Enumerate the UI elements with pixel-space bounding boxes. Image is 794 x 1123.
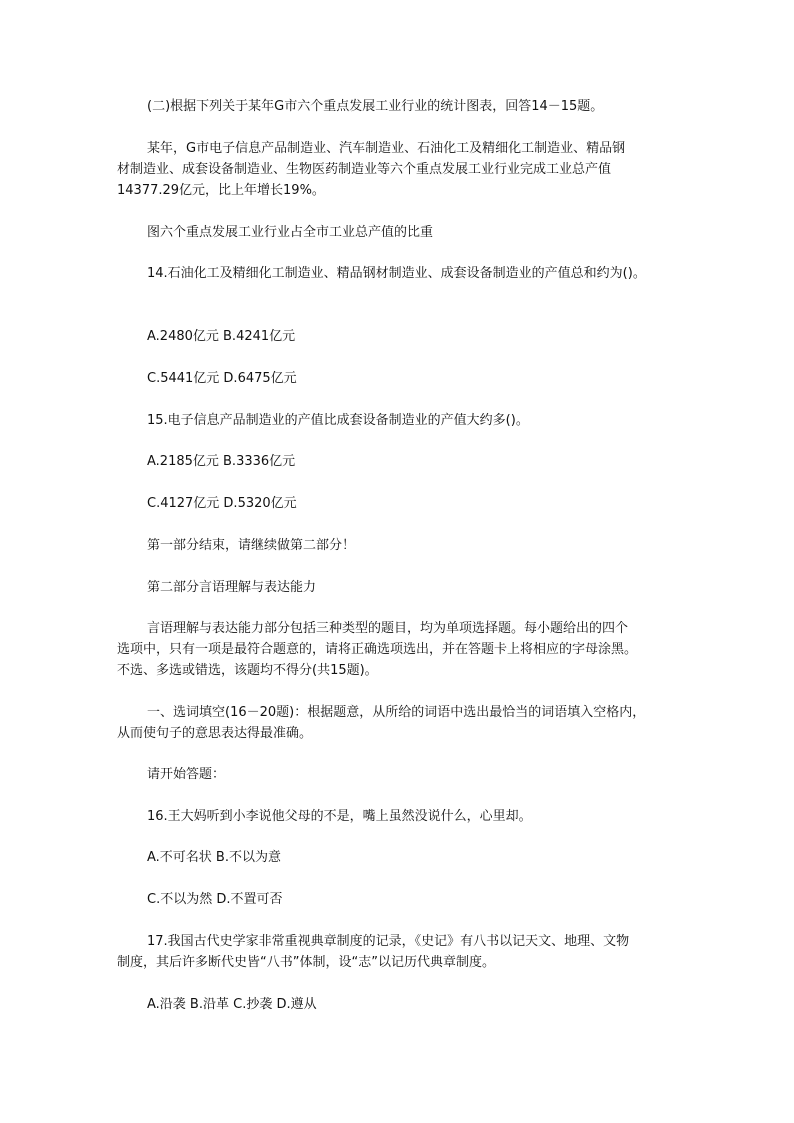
text-line: A.不可名状 B.不以为意 <box>147 850 281 865</box>
part-one-end <box>147 535 677 556</box>
question-15-options-ab <box>147 451 677 472</box>
question-16-options-cd <box>147 889 677 910</box>
text-line: A.沿袭 B.沿革 C.抄袭 D.遵从 <box>147 997 317 1012</box>
text-line: 第一部分结束，请继续做第二部分！ <box>147 538 356 553</box>
start-answering <box>147 764 677 785</box>
text-line: 15.电子信息产品制造业的产值比成套设备制造业的产值大约多()。 <box>147 413 529 428</box>
question-15-options-cd <box>147 493 677 514</box>
question-14 <box>147 263 677 284</box>
text-line: C.4127亿元 D.5320亿元 <box>147 496 297 511</box>
section-word-choice <box>117 702 677 744</box>
text-line: 从而使句子的意思表达得最准确。 <box>117 726 313 741</box>
question-16-options-ab <box>147 847 677 868</box>
question-14-options-ab <box>147 326 677 347</box>
text-line: 图六个重点发展工业行业占全市工业总产值的比重 <box>147 225 434 240</box>
question-14-options-cd <box>147 368 677 389</box>
text-line: 17.我国古代史学家非常重视典章制度的记录，《史记》有八书以记天文、地理、文物 <box>147 934 630 949</box>
text-line: 第二部分言语理解与表达能力 <box>147 580 317 595</box>
text-line: 16.王大妈听到小李说他父母的不是，嘴上虽然没说什么，心里却。 <box>147 809 532 824</box>
figure-caption <box>147 222 677 243</box>
text-line: 14.石油化工及精细化工制造业、精品钢材制造业、成套设备制造业的产值总和约为()。 <box>147 266 646 281</box>
text-line: 一、选词填空(16－20题)：根据题意，从所给的词语中选出最恰当的词语填入空格内， <box>147 705 646 720</box>
text-line: 言语理解与表达能力部分包括三种类型的题目，均为单项选择题。每小题给出的四个 <box>147 621 629 636</box>
text-line: 材制造业、成套设备制造业、生物医药制造业等六个重点发展工业行业完成工业总产值 <box>117 162 612 177</box>
part-two-heading <box>147 577 677 598</box>
question-17-options <box>147 994 677 1015</box>
part-two-instructions <box>117 618 677 681</box>
question-17 <box>117 931 677 973</box>
question-16 <box>147 806 677 827</box>
paragraph-background <box>117 138 677 201</box>
text-line: 请开始答题： <box>147 767 226 782</box>
text-line: 制度，其后许多断代史皆“八书”体制，设“志”以记历代典章制度。 <box>117 955 495 970</box>
text-line: (二)根据下列关于某年G市六个重点发展工业行业的统计图表，回答14－15题。 <box>147 99 604 114</box>
text-line: A.2480亿元 B.4241亿元 <box>147 329 296 344</box>
text-line: A.2185亿元 B.3336亿元 <box>147 454 296 469</box>
text-line: C.5441亿元 D.6475亿元 <box>147 371 297 386</box>
text-line: 不选、多选或错选，该题均不得分(共15题)。 <box>117 663 378 678</box>
text-line: 某年，G市电子信息产品制造业、汽车制造业、石油化工及精细化工制造业、精品钢 <box>147 141 626 156</box>
text-line: 14377.29亿元，比上年增长19%。 <box>117 183 325 198</box>
question-15 <box>147 410 677 431</box>
section-intro <box>147 96 677 117</box>
text-line: C.不以为然 D.不置可否 <box>147 892 283 907</box>
text-line: 选项中，只有一项是最符合题意的，请将正确选项选出，并在答题卡上将相应的字母涂黑。 <box>117 642 638 657</box>
